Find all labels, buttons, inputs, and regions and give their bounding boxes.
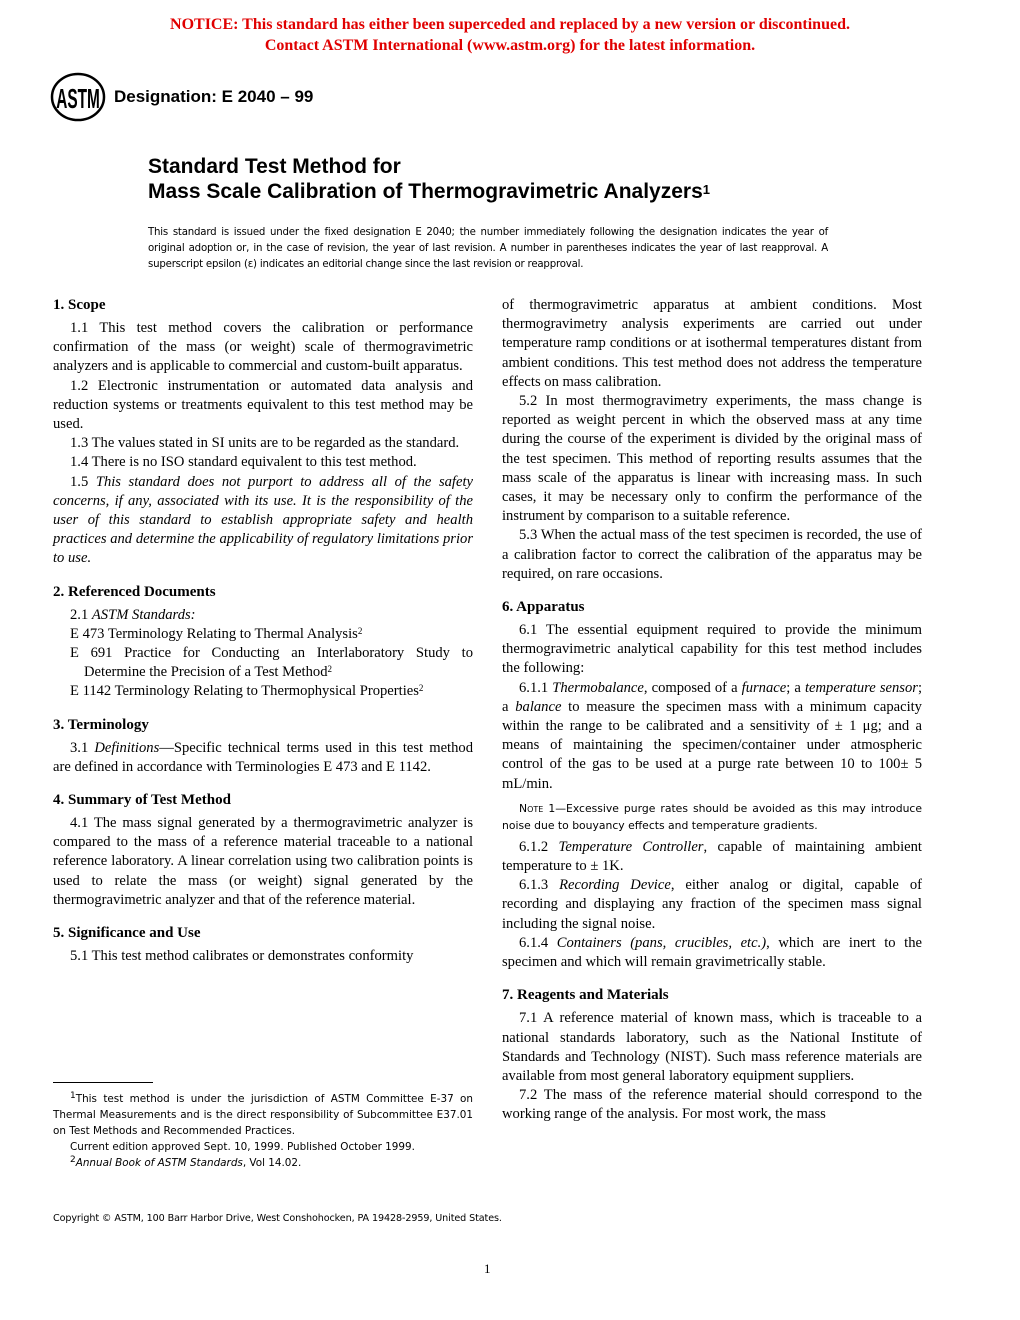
reference-text: E 691 Practice for Conducting an Interlaboratory Study to Determine the Precision of a Test Method	[70, 645, 473, 681]
paragraph-number: 6.1.2	[519, 838, 559, 855]
note-text: —Excessive purge rates should be avoided as this may introduce noise due to bouyancy effects and temperature gradients.	[502, 801, 922, 832]
footnote-book-title: Annual Book of ASTM Standards	[75, 1157, 243, 1169]
supersession-notice	[0, 14, 1020, 56]
section-heading-significance: 5. Significance and Use	[53, 925, 201, 942]
footnote-text: This test method is under the jurisdiction of ASTM Committee E-37 on Thermal Measurements and is the direct responsibility of Subcommittee E37.01 on Test Methods and Recommended Practices.	[53, 1093, 473, 1137]
paragraph-1-3: 1.3 The values stated in SI units are to be regarded as the standard.	[70, 435, 460, 452]
paragraph-5-2: 5.2 In most thermogravimetry experiments, the mass change is reported as weight percent in which the observed mass at any time during the course of the experiment is divided by the original mass of the test specimen. This method of reporting results assumes that the mass scale of the apparatus is linear with increasing mass. In such cases, it may be necessary only to confirm the performance of the instrument by comparison to a suitable reference.	[502, 393, 922, 525]
issuance-statement: This standard is issued under the fixed designation E 2040; the number immediately following the designation indicates the year of original adoption or, in the case of revision, the year of last revision. A number in parentheses indicates the year of last reapproval. A superscript epsilon (ε) indicates an editorial change since the last revision or reapproval.	[148, 227, 828, 270]
footnote-mark: 1	[70, 1091, 76, 1101]
footnote-divider	[53, 1082, 153, 1083]
astm-standards-label: ASTM Standards:	[91, 606, 196, 623]
paragraph-6-1-3	[502, 876, 922, 934]
term-temperature-sensor: temperature sensor	[804, 679, 918, 696]
paragraph-7-1: 7.1 A reference material of known mass, which is traceable to a national standards laboratory, such as the National Institute of Standards and Technology (NIST). Such mass reference materials are available from most general laboratory equipment suppliers.	[502, 1010, 922, 1084]
section-heading-reagents: 7. Reagents and Materials	[502, 987, 669, 1004]
reference-e691	[70, 644, 473, 682]
paragraph-1-1: 1.1 This test method covers the calibration or performance confirmation of the mass (or weight) scale of thermogravimetric analyzers and is applicable to commercial and custom-built apparatus.	[53, 320, 473, 375]
footnote-mark: 2	[327, 664, 332, 675]
paragraph-number: 1.5	[70, 473, 96, 490]
document-title	[148, 154, 710, 204]
paragraph-6-1-1	[502, 679, 922, 794]
text-run: , composed of a	[643, 679, 742, 696]
footnote-1	[53, 1091, 473, 1139]
paragraph-number: 3.1	[70, 739, 95, 756]
paragraph-number: 2.1	[70, 606, 92, 623]
term-recording-device: Recording Device	[559, 877, 671, 894]
copyright-line: Copyright © ASTM, 100 Barr Harbor Drive, West Conshohocken, PA 19428-2959, United States.	[53, 1213, 502, 1224]
note-1	[502, 800, 922, 834]
paragraph-text: —Specific technical terms used in this test method are defined in accordance with Terminologies E 473 and E 1142.	[53, 739, 474, 775]
referenced-documents-list	[53, 606, 473, 702]
title-line-1: Standard Test Method for	[148, 155, 401, 178]
paragraph-2-1	[70, 606, 473, 625]
term-balance: balance	[515, 698, 562, 715]
paragraph-number: 6.1.4	[519, 934, 557, 951]
paragraph-6-1-2	[502, 838, 922, 876]
term-furnace: furnace	[741, 679, 787, 696]
notice-line-1: NOTICE: This standard has either been superceded and replaced by a new version or discontinued.	[170, 16, 850, 33]
paragraph-number: 6.1.3	[519, 877, 560, 894]
right-column	[502, 296, 922, 1125]
term-containers: Containers (pans, crucibles, etc.)	[556, 934, 767, 951]
text-run: ; a	[502, 679, 922, 715]
paragraph-text: , either analog or digital, capable of recording and displaying any fraction of the specimen mass signal including the signal noise.	[502, 877, 922, 932]
paragraph-6-1: 6.1 The essential equipment required to provide the minimum thermogravimetric analytical capability for this test method includes the following:	[502, 622, 922, 677]
page-number: 1	[484, 1261, 491, 1276]
paragraph-text: , capable of maintaining ambient temperature to ± 1K.	[502, 838, 922, 875]
reference-e473	[70, 625, 473, 644]
paragraph-5-1-start: 5.1 This test method calibrates or demonstrates conformity	[70, 948, 414, 965]
footnotes	[53, 1082, 473, 1171]
paragraph-1-2: 1.2 Electronic instrumentation or automated data analysis and reduction systems or treatments equivalent to this test method may be used.	[53, 377, 473, 433]
paragraph-7-2: 7.2 The mass of the reference material should correspond to the working range of the analysis. For most work, the mass	[502, 1087, 922, 1123]
defined-term: Definitions	[94, 739, 160, 756]
footnote-mark: 2	[418, 683, 424, 694]
title-line-2: Mass Scale Calibration of Thermogravimetric Analyzers	[148, 180, 703, 203]
reference-text: E 1142 Terminology Relating to Thermophysical Properties	[70, 683, 419, 700]
paragraph-4-1: 4.1 The mass signal generated by a thermogravimetric analyzer is compared to the mass of a reference material traceable to a national reference laboratory. A linear correlation using two calibration points is used to relate the mass (or weight) signal generated by the thermogravimetric analyzer and that of the reference material.	[53, 815, 473, 908]
footnote-mark: 2	[70, 1155, 76, 1165]
section-heading-summary: 4. Summary of Test Method	[53, 792, 231, 809]
safety-caveat: This standard does not purport to address all of the safety concerns, if any, associated with its use. It is the responsibility of the user of this standard to establish appropriate safety and health practices and determine the applicability of regulatory limitations prior to use.	[53, 473, 473, 567]
paragraph-5-3: 5.3 When the actual mass of the test specimen is recorded, the use of a calibration factor to correct the calibration of the apparatus may be required, on rare occasions.	[502, 527, 922, 582]
reference-text: E 473 Terminology Relating to Thermal Analysis	[70, 625, 358, 642]
text-run: to measure the specimen mass with a minimum capacity within the range to be calibrated and a sensitivity of ± 1 μg; and a means of maintaining the specimen/container under atmospheric control of the gas to be used at a purge rate between 10 to 100± 5 mL/min.	[502, 698, 922, 792]
footnote-2	[53, 1155, 473, 1171]
designation: Designation: E 2040 – 99	[114, 87, 314, 106]
section-heading-apparatus: 6. Apparatus	[502, 599, 585, 616]
paragraph-3-1	[53, 739, 473, 777]
footnote-mark: 2	[357, 625, 363, 636]
reference-e1142	[70, 682, 473, 701]
astm-logo-icon	[50, 72, 106, 122]
title-footnote-mark: 1	[702, 182, 710, 197]
paragraph-1-4: 1.4 There is no ISO standard equivalent to this test method.	[70, 454, 417, 471]
note-label: Note 1	[519, 801, 556, 815]
paragraph-5-1-continued: of thermogravimetric apparatus at ambient conditions. Most thermogravimetry analysis experiments are carried out under temperature ramp conditions or at isothermal temperatures distant from ambient conditions. This test method does not address the temperature effects on mass calibration.	[502, 297, 922, 390]
svg-text:ASTM: ASTM	[56, 83, 100, 115]
paragraph-1-5	[53, 473, 473, 569]
term-temperature-controller: Temperature Controller	[558, 838, 704, 855]
section-heading-referenced-documents: 2. Referenced Documents	[53, 583, 216, 600]
notice-line-2: Contact ASTM International (www.astm.org) for the latest information.	[264, 37, 756, 54]
paragraph-6-1-4	[502, 934, 922, 972]
term-thermobalance: Thermobalance	[552, 679, 644, 696]
edition-info: Current edition approved Sept. 10, 1999. Published October 1999.	[70, 1141, 415, 1153]
section-heading-terminology: 3. Terminology	[53, 716, 149, 733]
paragraph-number: 6.1.1	[519, 679, 553, 696]
footnote-text: , Vol 14.02.	[242, 1157, 302, 1169]
designation-header	[50, 72, 313, 122]
left-column	[53, 296, 473, 966]
section-heading-scope: 1. Scope	[53, 297, 106, 313]
paragraph-text: , which are inert to the specimen and which will remain gravimetrically stable.	[502, 934, 922, 971]
text-run: ; a	[786, 679, 805, 696]
